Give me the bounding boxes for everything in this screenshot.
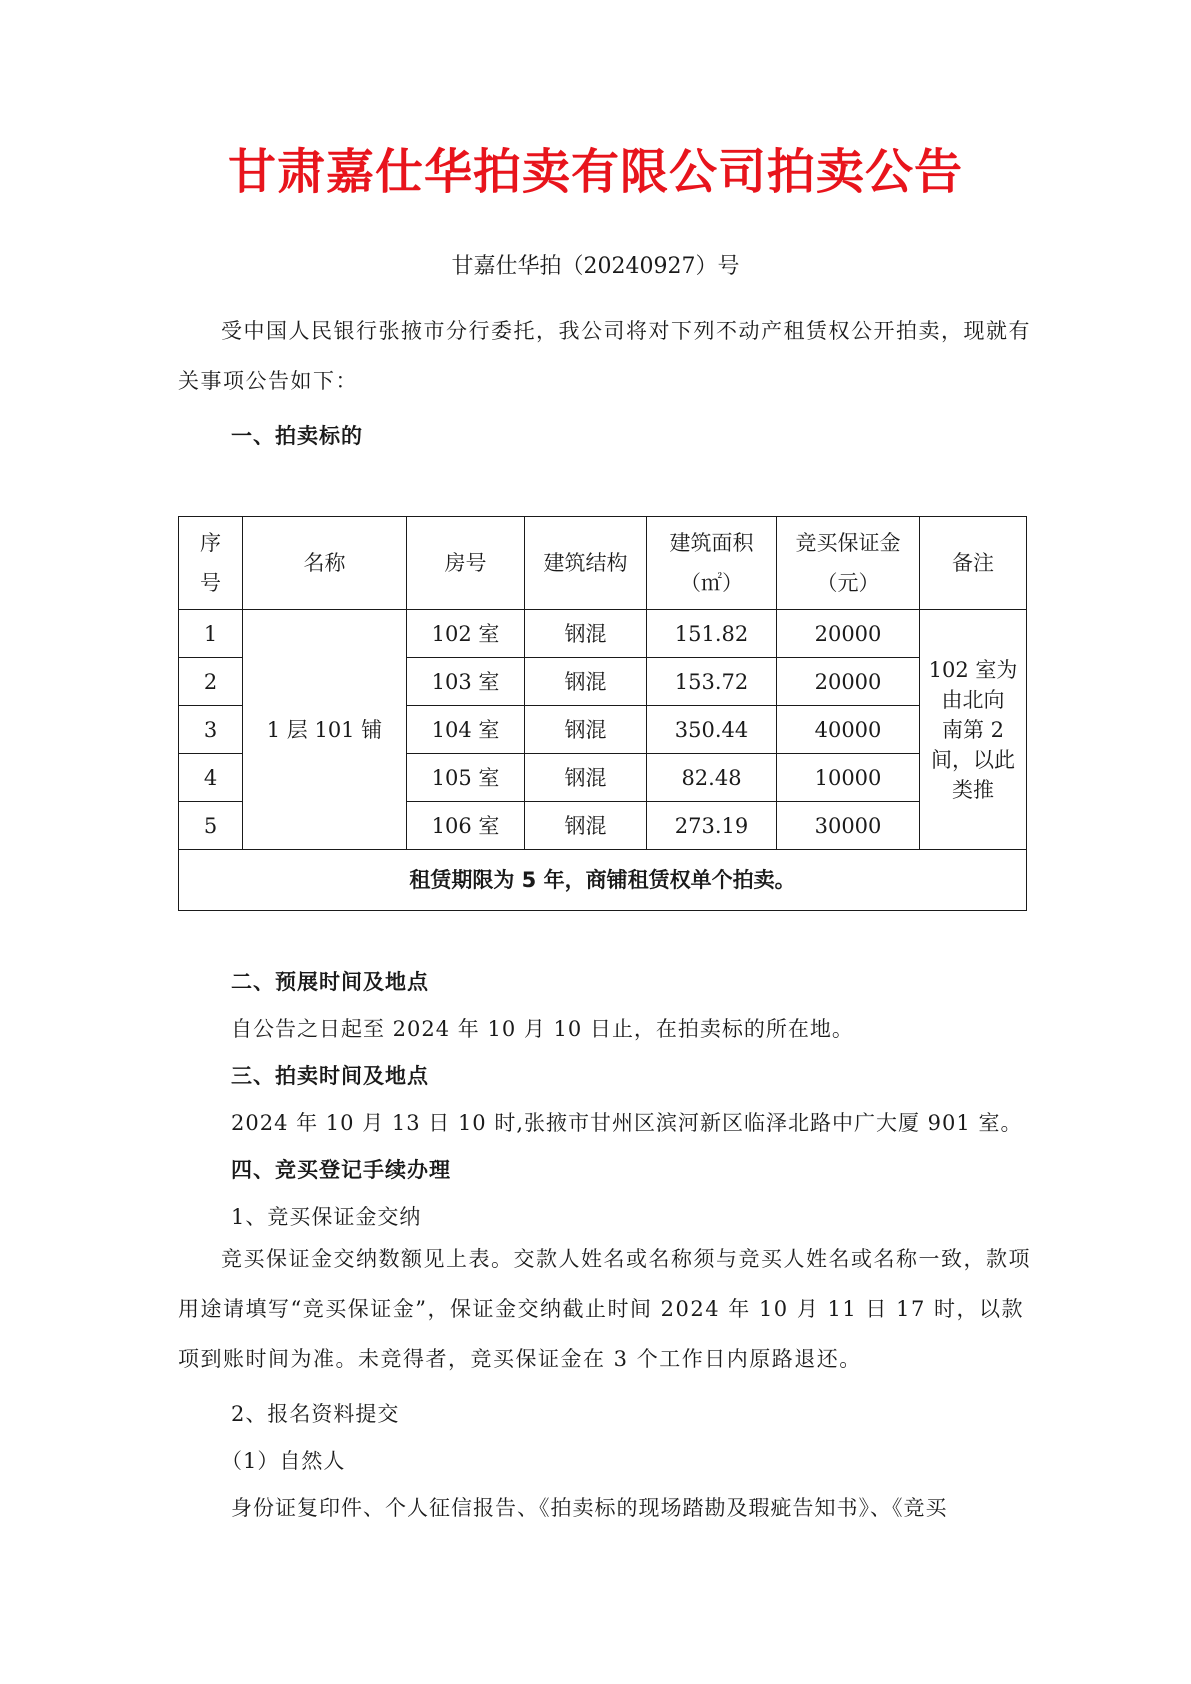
auction-items-table: [178, 516, 1027, 911]
intro-paragraph: 受中国人民银行张掖市分行委托，我公司将对下列不动产租赁权公开拍卖，现就有关事项公告如下：: [178, 319, 1031, 393]
section-4-sub2-title: 2、报名资料提交: [231, 1402, 400, 1426]
header-deposit: [777, 517, 920, 610]
header-room: 房号: [407, 517, 525, 610]
section-4-sub2-item1-text: 身份证复印件、个人征信报告、《拍卖标的现场踏勘及瑕疵告知书》、《竞买: [231, 1496, 948, 1520]
cell-deposit: 30000: [777, 802, 920, 850]
cell-area: 153.72: [647, 658, 777, 706]
cell-seq: 1: [179, 610, 243, 658]
cell-name-merged: 1 层 101 铺: [243, 610, 407, 850]
header-name: 名称: [243, 517, 407, 610]
cell-structure: 钢混: [525, 754, 647, 802]
remark-line: 类推: [952, 777, 994, 802]
header-area-line1: 建筑面积: [669, 531, 754, 555]
table-footer-row: [179, 850, 1027, 911]
cell-seq: 5: [179, 802, 243, 850]
cell-area: 350.44: [647, 706, 777, 754]
cell-deposit: 40000: [777, 706, 920, 754]
remark-line: 102 室为: [928, 657, 1018, 682]
table-header-row: [179, 517, 1027, 610]
table-footer-note: 租赁期限为 5 年，商铺租赁权单个拍卖。: [179, 850, 1027, 911]
cell-room: 104 室: [407, 706, 525, 754]
section-4-sub1-title: 1、竞买保证金交纳: [231, 1205, 422, 1229]
header-structure: 建筑结构: [525, 517, 647, 610]
cell-deposit: 20000: [777, 610, 920, 658]
header-seq-line2: 号: [200, 571, 221, 595]
cell-deposit: 10000: [777, 754, 920, 802]
cell-remark-merged: [920, 610, 1027, 850]
cell-seq: 3: [179, 706, 243, 754]
section-2-heading: 二、预展时间及地点: [231, 970, 429, 994]
section-4-sub1-text: 竞买保证金交纳数额见上表。交款人姓名或名称须与竞买人姓名或名称一致，款项用途请填写“竞买保证金”，保证金交纳截止时间 2024 年 10 月 11 日 17 时，以款项到账时间为准。未竞得者，竞买保证金在 3 个工作日内原路退还。: [178, 1247, 1031, 1371]
cell-structure: 钢混: [525, 706, 647, 754]
cell-seq: 2: [179, 658, 243, 706]
cell-area: 151.82: [647, 610, 777, 658]
cell-room: 106 室: [407, 802, 525, 850]
header-seq-line1: 序: [200, 531, 221, 555]
header-deposit-line1: 竞买保证金: [795, 531, 901, 555]
header-deposit-line2: （元）: [816, 571, 880, 595]
header-area: [647, 517, 777, 610]
section-4-sub2-item1: （1）自然人: [221, 1449, 346, 1473]
section-3-heading: 三、拍卖时间及地点: [231, 1064, 429, 1088]
cell-area: 82.48: [647, 754, 777, 802]
cell-seq: 4: [179, 754, 243, 802]
cell-room: 103 室: [407, 658, 525, 706]
cell-area: 273.19: [647, 802, 777, 850]
section-4-heading: 四、竞买登记手续办理: [231, 1158, 451, 1182]
document-title: 甘肃嘉仕华拍卖有限公司拍卖公告: [227, 144, 963, 200]
cell-structure: 钢混: [525, 658, 647, 706]
document-number: 甘嘉仕华拍（20240927）号: [451, 254, 740, 279]
section-3-text: 2024 年 10 月 13 日 10 时,张掖市甘州区滨河新区临泽北路中广大厦 901 室。: [231, 1111, 1023, 1135]
header-remark: 备注: [920, 517, 1027, 610]
remark-line: 南第 2: [941, 717, 1005, 742]
section-2-text: 自公告之日起至 2024 年 10 月 10 日止，在拍卖标的所在地。: [231, 1017, 854, 1041]
cell-deposit: 20000: [777, 658, 920, 706]
cell-room: 102 室: [407, 610, 525, 658]
cell-structure: 钢混: [525, 610, 647, 658]
remark-line: 由北向: [941, 687, 1005, 712]
header-seq: [179, 517, 243, 610]
section-1-heading: 一、拍卖标的: [231, 424, 363, 448]
cell-room: 105 室: [407, 754, 525, 802]
cell-structure: 钢混: [525, 802, 647, 850]
header-area-line2: （㎡）: [680, 571, 743, 595]
remark-line: 间，以此: [931, 747, 1015, 772]
table-row: [179, 610, 1027, 658]
